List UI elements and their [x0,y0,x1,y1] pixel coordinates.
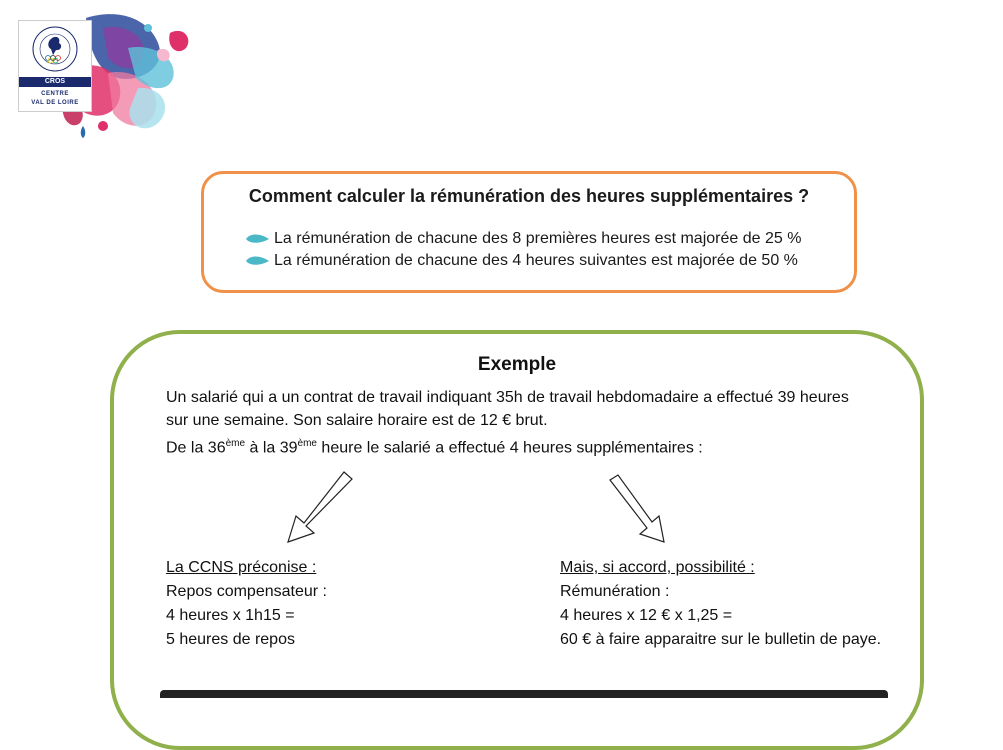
brush-bullet-icon [244,254,270,268]
logo-line-centre: CENTRE [41,91,69,97]
example-line-1: Un salarié qui a un contrat de travail indiquant 35h de travail hebdomadaire a effectué 39 heures [166,389,849,406]
ccns-heading: La CCNS préconise : [166,559,317,576]
ccns-column [166,556,486,652]
question-box [201,171,857,293]
ccns-line-3: 5 heures de repos [166,631,295,648]
bullet-item [244,252,798,270]
agreement-line-1: Rémunération : [560,583,670,600]
bottom-bar [160,690,888,698]
example-title: Exemple [477,354,557,375]
olympic-emblem-icon [31,25,79,73]
logo-band-text: CROS [19,77,91,87]
bullet-item [244,230,801,248]
cros-logo [8,8,198,143]
agreement-column [560,556,900,652]
agreement-line-2: 4 heures x 12 € x 1,25 = [560,607,733,624]
ccns-line-2: 4 heures x 1h15 = [166,607,295,624]
example-line-3: De la 36ème à la 39ème heure le salarié a effectué 4 heures supplémentaires : [166,438,703,457]
brush-bullet-icon [244,232,270,246]
example-line-2: sur une semaine. Son salaire horaire est de 12 € brut. [166,412,548,429]
bullet-text-2: La rémunération de chacune des 4 heures suivantes est majorée de 50 % [274,252,798,269]
arrow-down-left-icon [284,470,354,546]
ccns-line-1: Repos compensateur : [166,583,327,600]
agreement-heading: Mais, si accord, possibilité : [560,559,755,576]
question-title: Comment calculer la rémunération des heures supplémentaires ? [248,186,810,206]
logo-card [18,20,92,112]
arrow-down-right-icon [608,474,668,546]
agreement-line-3: 60 € à faire apparaitre sur le bulletin de paye. [560,631,882,648]
bullet-text-1: La rémunération de chacune des 8 premières heures est majorée de 25 % [274,230,802,247]
logo-line-region: VAL DE LOIRE [31,100,79,106]
example-box [110,330,924,750]
